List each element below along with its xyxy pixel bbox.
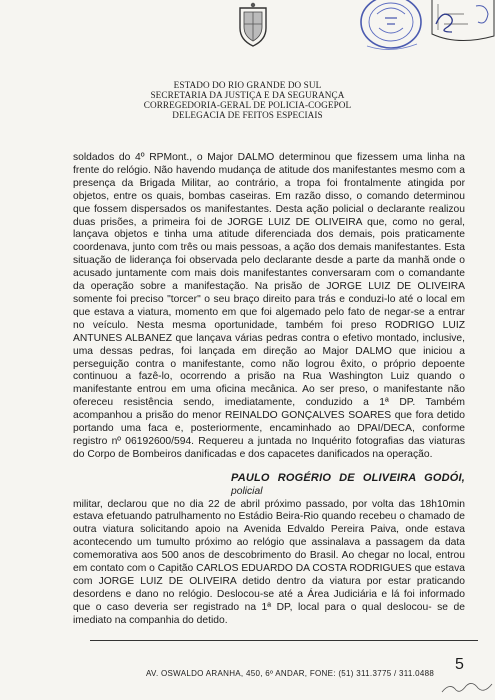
text-line: que estava com JORGE LUIZ DE OLIVEIRA detido dentro da viatura por estar	[73, 563, 465, 587]
text-line: declarante realizou duas prisões, a primeira foi de JORGE LUIZ DE OLIVEIRA	[73, 203, 465, 228]
paragraph-testimony-1	[73, 152, 465, 462]
text-line: praticando desordens e dano no relógio. Deslocou-se até a Área Judiciária e lá foi	[73, 576, 465, 600]
footer-divider	[90, 640, 478, 641]
official-seal-icon	[347, 0, 431, 56]
witness-name: PAULO ROGÉRIO DE OLIVEIRA GODÓI,	[231, 471, 465, 484]
text-line: com a presença da Brigada Militar, ao contrário, a tropa foi frontalmente atingida	[73, 164, 465, 189]
text-line: JORGE LUIZ DE OLIVEIRA somente foi preciso "torcer" o seu braço direito para	[73, 281, 466, 305]
text-line: ser preso, o manifestante não ofereceu resistência sendo, imediatamente,	[73, 384, 465, 409]
text-line: conversaram com o comandante da operação sobre a manifestação. Na prisão de	[73, 268, 465, 293]
text-line: dos capacetes danificados na operação.	[248, 448, 433, 460]
text-line: que, como no geral, lançava objetos e tinha uma atitude diferenciada dos demais,	[73, 216, 465, 241]
text-line: por objetos, entre os quais, bombas caseiras. Em razão disso, o comando	[73, 177, 465, 202]
witness-role: policial	[231, 485, 263, 497]
text-line: direção ao Major DALMO que iniciou a perseguição contra o manifestante, como	[73, 345, 465, 370]
text-line: desde a parte da manhã onde o acusado juntamente com mais dois manifestantes	[73, 255, 465, 280]
text-line: soldados do 4º RPMont., o Major DALMO determinou que fizessem uma linha na	[73, 152, 465, 163]
footer-signature-icon	[440, 676, 494, 698]
page-number: 5	[455, 656, 464, 673]
text-line: Rua Washington Luiz quando o manifestante entrou em uma oficina mecânica. Ao	[73, 371, 465, 396]
testimony-2-heading	[73, 472, 465, 499]
text-line: militar, declarou que no dia 22 de abril próximo passado, por volta das 18h10min	[73, 498, 465, 510]
text-line: demais manifestantes. Esta situação de liderança foi observada pelo declarante	[73, 242, 465, 267]
text-line: encaminhado ao DPAI/DECA, conforme registro nº 06192600/594. Requereu a	[73, 423, 466, 447]
document-header	[120, 80, 375, 120]
handwritten-initial-icon	[432, 6, 462, 36]
text-line: GONÇALVES SOARES que fora detido portando uma faca e, posteriormente,	[73, 410, 465, 435]
paragraph-testimony-2	[73, 472, 465, 628]
text-line: se de imediato na companhia do detido.	[73, 601, 465, 626]
document-body	[73, 152, 465, 638]
text-line: algemado pelo fato de negar-se a entrar no veículo. Nesta mesma oportunidade,	[73, 306, 465, 331]
text-line: entrou em contato com o Capitão CARLOS EDUARDO DA COSTA RODRIGUES	[73, 550, 465, 575]
header-delegacia: DELEGACIA DE FEITOS ESPECIAIS	[172, 110, 323, 120]
text-line: também foi preso RODRIGO LUIZ ANTUNES ALBANEZ que lançava várias	[73, 319, 465, 344]
header-secretariat: SECRETARIA DA JUSTIÇA E DA SEGURANÇA	[150, 90, 345, 100]
text-line: informado que o caso deveria ser registrado na 1ª DP, local para o qual deslocou-	[73, 588, 465, 613]
text-line: não logrou êxito, o próprio depoente continuou a fazê-lo, ocorrendo a prisão na	[73, 358, 465, 383]
state-crest-icon	[236, 2, 270, 48]
text-line: acontecendo um tumulto próximo ao relógio que assinalava a passagem da data	[73, 537, 465, 549]
text-line: trás e conduzi-lo até o local em que estava a viatura, momento em que foi	[73, 293, 465, 318]
text-line: de outra viatura solicitando apoio na Avenida Edvaldo Pereira Paiva, onde estava	[73, 511, 465, 536]
text-line: pedras contra o efetivo montado, inclusive, uma dessas pedras, foi lançada em	[73, 332, 465, 357]
text-line: frente do relógio. Não havendo mudança de atitude dos manifestantes mesmo	[73, 164, 437, 176]
text-line: conduzido a 1ª DP. Também acompanhou a prisão do menor REINALDO	[73, 397, 465, 422]
text-line: juntada no Inquérito fotografias das viaturas do Corpo de Bombeiros danificadas e	[73, 435, 465, 460]
text-line: estava efetuando patrulhamento no Estádio Beira-Rio quando recebeu o chamado	[73, 511, 454, 523]
text-line: determinou que fossem dispersados os manifestantes. Desta ação policial o	[73, 190, 465, 215]
text-line: pois praticamente coordenava, junto com três ou mais pessoas, a ação dos	[73, 229, 466, 254]
text-line: comemorativa aos 500 anos de descobrimento do Brasil. Ao chegar no local,	[73, 550, 436, 562]
header-state: ESTADO DO RIO GRANDE DO SUL	[173, 80, 322, 90]
header-corregedoria: CORREGEDORIA-GERAL DE POLICIA-COGEPOL	[143, 100, 352, 110]
footer-address: AV. OSWALDO ARANHA, 450, 6º ANDAR, FONE: (51) 311.3775 / 311.0488	[146, 669, 435, 678]
